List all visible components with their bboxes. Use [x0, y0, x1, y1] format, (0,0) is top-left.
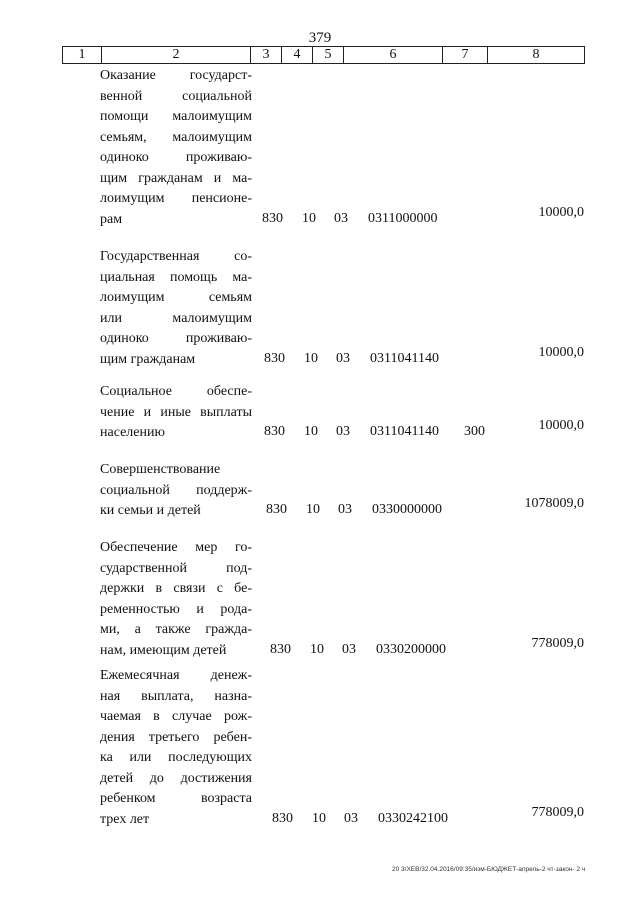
description-line: ки семьи и детей — [100, 503, 201, 518]
row-c4: 10 — [304, 424, 318, 439]
row-c8-amount: 10000,0 — [538, 204, 584, 220]
description-line: одиноко проживаю- — [100, 150, 252, 165]
row-c8-amount: 10000,0 — [538, 344, 584, 360]
row-c4: 10 — [312, 810, 326, 826]
row-c5: 03 — [336, 350, 350, 366]
row-c4: 10 — [302, 210, 316, 226]
description-line: нам, имеющим детей — [100, 642, 227, 658]
row-c7: 300 — [464, 424, 485, 439]
description-line: детей до достижения — [100, 770, 252, 786]
row-c3: 830 — [264, 424, 285, 439]
row-c5: 03 — [334, 210, 348, 226]
row-c8-amount: 10000,0 — [538, 418, 584, 433]
row-c3: 830 — [270, 641, 291, 657]
row-c5: 03 — [336, 424, 350, 439]
description-line: ми, а также гражда- — [100, 622, 252, 637]
description-line: или малоимущим — [100, 310, 252, 326]
row-description — [100, 460, 252, 522]
row-c8-amount: 778009,0 — [531, 635, 584, 651]
row-c5: 03 — [342, 641, 356, 657]
description-line: рам — [100, 211, 123, 227]
description-line: держки в связи с бе- — [100, 581, 252, 596]
description-line: одиноко проживаю- — [100, 331, 252, 346]
row-c3: 830 — [262, 210, 283, 226]
row-c6: 0311000000 — [368, 210, 438, 226]
row-c6: 0311041140 — [370, 424, 439, 439]
header-col-2: 2 — [102, 47, 251, 64]
description-line: Обеспечение мер го- — [100, 540, 252, 555]
header-col-8: 8 — [488, 47, 585, 64]
description-line: чение и иные выплаты — [100, 404, 252, 420]
row-c5: 03 — [344, 810, 358, 826]
row-c3: 830 — [266, 502, 287, 517]
description-line: щим гражданам и ма- — [100, 170, 252, 186]
row-c4: 10 — [306, 502, 320, 517]
description-line: циальная помощь ма- — [100, 269, 252, 285]
column-header-table — [62, 46, 585, 64]
row-c4: 10 — [304, 350, 318, 366]
header-col-4: 4 — [282, 47, 313, 64]
header-col-7: 7 — [443, 47, 488, 64]
description-line: Оказание государст- — [100, 68, 252, 83]
row-description — [100, 382, 252, 444]
description-line: помощи малоимущим — [100, 109, 252, 124]
row-description — [100, 666, 252, 830]
description-line: социальной поддерж- — [100, 482, 252, 498]
header-col-6: 6 — [344, 47, 443, 64]
header-col-1: 1 — [63, 47, 102, 64]
row-description — [100, 538, 252, 661]
row-description — [100, 66, 252, 230]
description-line: Социальное обеспе- — [100, 384, 252, 399]
description-line: Совершенствование — [100, 462, 221, 477]
description-line: ребенком возраста — [100, 791, 252, 806]
description-line: ременностью и рода- — [100, 601, 252, 617]
row-c6: 0311041140 — [370, 350, 439, 366]
description-line: ная выплата, назна- — [100, 688, 252, 704]
description-line: Государственная со- — [100, 249, 252, 264]
description-line: лоимущим семьям — [100, 290, 252, 305]
description-line: трех лет — [100, 811, 150, 827]
description-line: сударственной под- — [100, 560, 252, 576]
row-c6: 0330200000 — [376, 641, 446, 657]
description-line: лоимущим пенсионе- — [100, 191, 252, 206]
footer-stamp: 20 3/ХЕВ/32.04.2016/09:35/изм-БЮДЖЕТ-апрель-2 чт-закон- 2 ч — [392, 866, 586, 873]
description-line: чаемая в случае рож- — [100, 709, 252, 724]
header-col-5: 5 — [313, 47, 344, 64]
row-c6: 0330000000 — [372, 502, 442, 517]
description-line: щим гражданам — [100, 351, 196, 367]
description-line: населению — [100, 425, 165, 440]
row-c8-amount: 778009,0 — [531, 804, 584, 820]
header-col-3: 3 — [251, 47, 282, 64]
page-number: 379 — [308, 30, 332, 46]
description-line: ка или последующих — [100, 750, 252, 765]
description-line: семьям, малоимущим — [100, 129, 252, 145]
row-description — [100, 247, 252, 370]
description-line: дения третьего ребен- — [100, 729, 252, 745]
row-c3: 830 — [272, 810, 293, 826]
description-line: венной социальной — [100, 88, 252, 104]
row-c8-amount: 1078009,0 — [524, 496, 584, 511]
row-c4: 10 — [310, 641, 324, 657]
description-line: Ежемесячная денеж- — [100, 668, 252, 683]
row-c6: 0330242100 — [378, 810, 448, 826]
row-c3: 830 — [264, 350, 285, 366]
row-c5: 03 — [338, 502, 352, 517]
